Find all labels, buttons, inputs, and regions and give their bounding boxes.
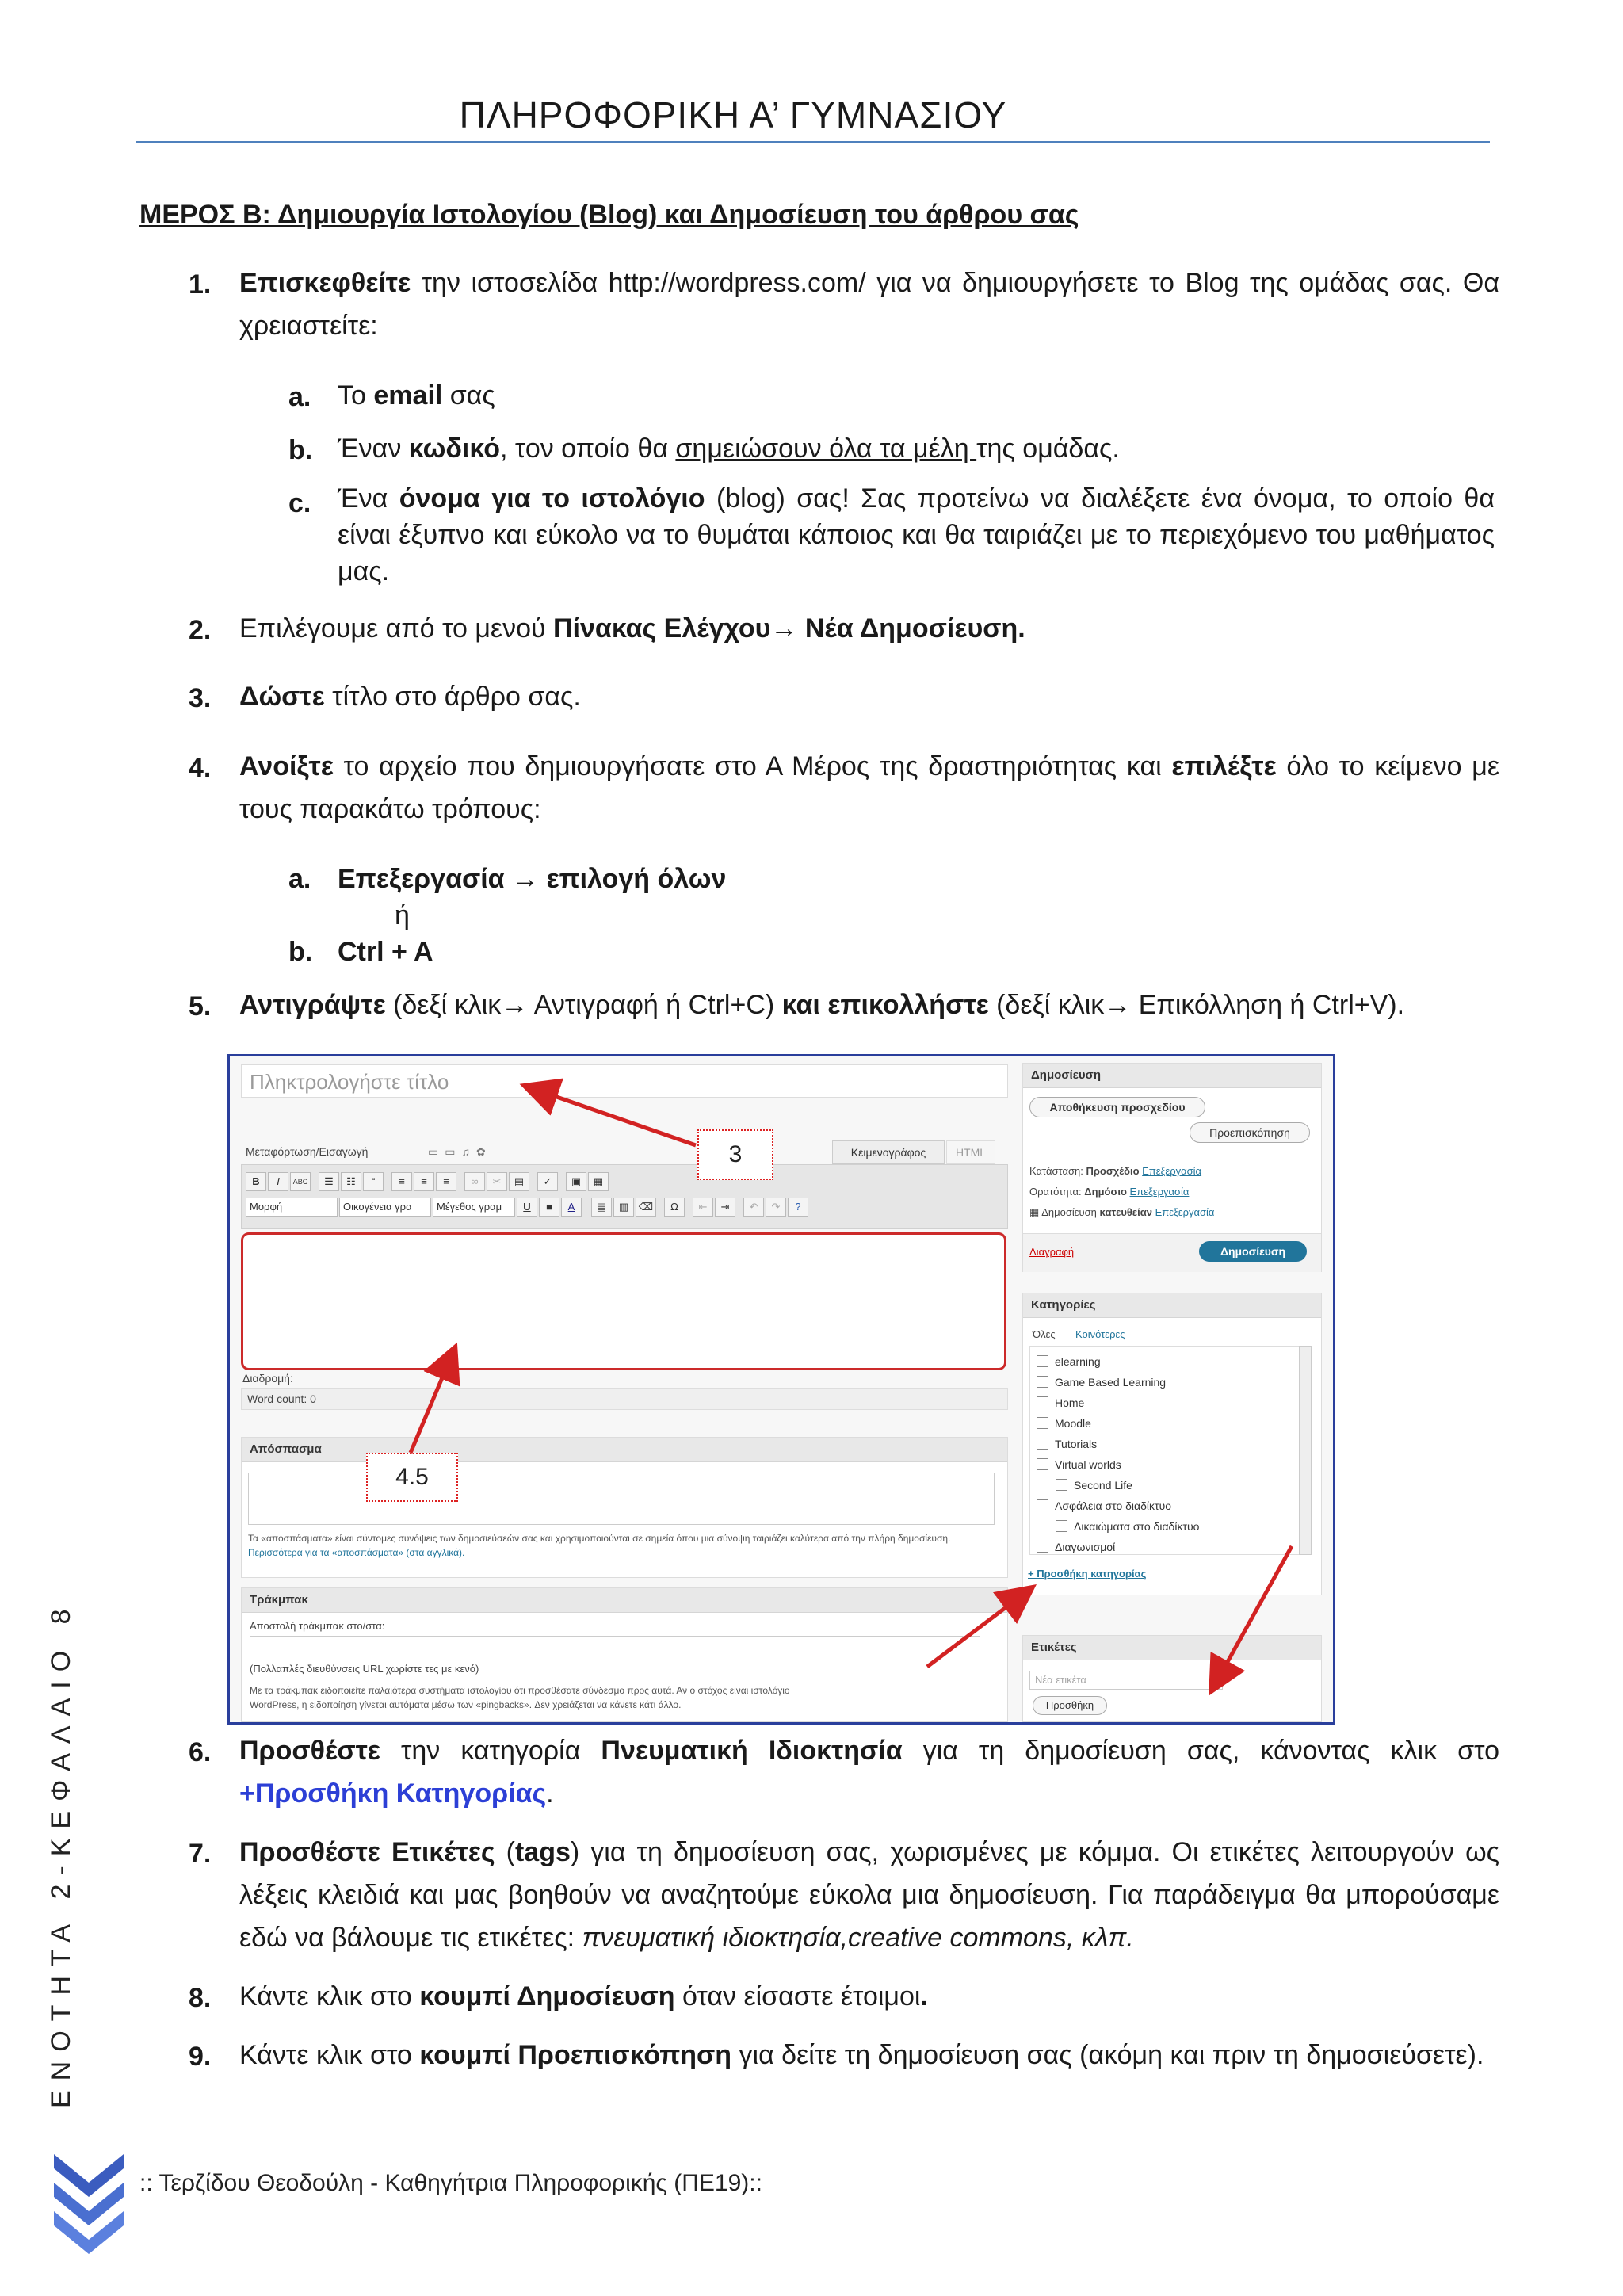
numbered-list-button[interactable]: ☷: [341, 1172, 361, 1191]
excerpt-more-link[interactable]: Περισσότερα για τα «αποσπάσματα» (στα αγγλικά).: [248, 1547, 465, 1558]
side-chapter-label: ΕΝΟΤΗΤΑ 2-ΚΕΦΑΛΑΙΟ 8: [46, 1599, 76, 2108]
step-number: 3.: [189, 683, 212, 713]
strikethrough-button[interactable]: ABC: [290, 1172, 311, 1191]
status-edit-link[interactable]: Επεξεργασία: [1142, 1165, 1202, 1177]
step-1a-text: Το email σας: [338, 380, 495, 411]
header-divider: [136, 141, 1490, 143]
undo-button[interactable]: ↶: [743, 1198, 764, 1217]
category-label: Tutorials: [1055, 1438, 1098, 1450]
annotation-arrows: [230, 1056, 1333, 1722]
publish-panel-title: Δημοσίευση: [1023, 1064, 1321, 1088]
save-draft-button[interactable]: Αποθήκευση προσχεδίου: [1029, 1097, 1205, 1117]
categories-title: Κατηγορίες: [1023, 1293, 1321, 1318]
category-label: Home: [1055, 1396, 1085, 1409]
font-size-select[interactable]: Μέγεθος γραμ: [433, 1198, 515, 1217]
bullet-list-button[interactable]: ☰: [319, 1172, 339, 1191]
delete-link[interactable]: Διαγραφή: [1029, 1246, 1075, 1258]
step-number: 8.: [189, 1983, 212, 2013]
special-char-button[interactable]: Ω: [664, 1198, 685, 1217]
step-7-text: Προσθέστε Ετικέτες (tags) για τη δημοσίευση σας, χωρισμένες με κόμμα. Οι ετικέτες λειτουργούν ως λέξεις κλειδιά και μας βοηθούν να αναζητούμε εύκολα μια δημοσίευση. Για παράδειγμα θα μπορούσαμε εδώ να βάλουμε τις ετικέτες: πνευματική ιδιοκτησία,creative commons, κλπ.: [239, 1837, 1500, 1953]
excerpt-help: Τα «αποσπάσματα» είναι σύντομες συνόψεις των δημοσιεύσεών σας και χρησιμοποιούνται σε σημεία όπου μια σύνοψη ταιριάζει καλύτερα από την πλήρη δημοσίευση. Περισσότερα για τα «αποσπάσματα» (στα αγγλικά).: [248, 1533, 951, 1558]
upload-insert-label[interactable]: Μεταφόρτωση/Εισαγωγή: [246, 1145, 369, 1158]
substep-number: a.: [288, 382, 311, 412]
spellcheck-button[interactable]: ✓: [537, 1172, 558, 1191]
step-4-or: ή: [395, 900, 410, 930]
fullscreen-button[interactable]: ▣: [566, 1172, 586, 1191]
status-row: Κατάσταση: Προσχέδιο Επεξεργασία: [1029, 1165, 1202, 1177]
trackback-label: Αποστολή τράκμπακ στο/στα:: [250, 1620, 385, 1632]
tab-html[interactable]: HTML: [946, 1140, 995, 1164]
indent-button[interactable]: ⇥: [715, 1198, 735, 1217]
kitchen-sink-button[interactable]: ▦: [588, 1172, 609, 1191]
outdent-button[interactable]: ⇤: [693, 1198, 713, 1217]
link-icon[interactable]: ∞: [464, 1172, 485, 1191]
step-8-text: Κάντε κλικ στο κουμπί Δημοσίευση όταν είσαστε έτοιμοι.: [239, 1981, 928, 2011]
schedule-edit-link[interactable]: Επεξεργασία: [1155, 1206, 1215, 1218]
trackback-title: Τράκμπακ: [242, 1588, 1007, 1613]
category-tab-all[interactable]: Όλες: [1033, 1328, 1056, 1340]
tags-title: Ετικέτες: [1023, 1636, 1321, 1660]
step-4-text: Ανοίξτε το αρχείο που δημιουργήσατε στο Α Μέρος της δραστηριότητας και επιλέξτε όλο το κείμενο με τους παρακάτω τρόπους:: [239, 751, 1499, 824]
blockquote-button[interactable]: “: [363, 1172, 384, 1191]
step-number: 4.: [189, 753, 212, 783]
step-number: 2.: [189, 615, 212, 645]
trackback-help: Με τα τράκμπακ ειδοποιείτε παλαιότερα συστήματα ιστολογίου ότι προσθέσατε σύνδεσμο προς αυτά. Αν ο στόχος είναι ιστολόγιο WordPress, η ειδοποίηση γίνεται αυτόματα μέσω των «pingbacks». Δεν χρειάζεται να κάνετε κάτι άλλο.: [250, 1685, 790, 1710]
publish-button[interactable]: Δημοσίευση: [1199, 1241, 1307, 1262]
substep-number: b.: [288, 937, 313, 967]
category-label: Διαγωνισμοί: [1055, 1541, 1116, 1553]
category-label: Moodle: [1055, 1417, 1091, 1430]
format-select[interactable]: Μορφή: [246, 1198, 338, 1217]
italic-button[interactable]: I: [268, 1172, 288, 1191]
callout-4-5: 4.5: [366, 1453, 458, 1502]
more-tag-button[interactable]: ▤: [509, 1172, 529, 1191]
bold-button[interactable]: B: [246, 1172, 266, 1191]
step-1b-text: Έναν κωδικό, τον οποίο θα σημειώσουν όλα τα μέλη της ομάδας.: [338, 434, 1120, 464]
align-left-button[interactable]: ≡: [391, 1172, 412, 1191]
step-2-text: Επιλέγουμε από το μενού Πίνακας Ελέγχου→ Νέα Δημοσίευση.: [239, 613, 1025, 644]
align-right-button[interactable]: ≡: [436, 1172, 456, 1191]
align-center-button[interactable]: ≡: [414, 1172, 434, 1191]
add-category-reference: +Προσθήκη Κατηγορίας: [239, 1778, 547, 1809]
category-label: Δικαιώματα στο διαδίκτυο: [1074, 1520, 1200, 1533]
category-label: Second Life: [1074, 1479, 1132, 1492]
step-number: 6.: [189, 1737, 212, 1767]
paste-word-button[interactable]: ▥: [613, 1198, 634, 1217]
step-1c-text: Ένα όνομα για το ιστολόγιο (blog) σας! Σας προτείνω να διαλέξετε ένα όνομα, το οποίο θα είναι έξυπνο και εύκολο να το θυμάται κάποιος και θα ταιριάζει με το περιεχόμενο του μαθήματος μας.: [338, 483, 1495, 586]
arrow-to-add-category: [927, 1589, 1030, 1667]
step-number: 1.: [189, 269, 212, 300]
arrow-to-content: [411, 1350, 454, 1453]
wordpress-editor-screenshot: [227, 1054, 1335, 1725]
preview-button[interactable]: Προεπισκόπηση: [1190, 1122, 1310, 1143]
visibility-row: Ορατότητα: Δημόσιο Επεξεργασία: [1029, 1186, 1190, 1198]
visibility-edit-link[interactable]: Επεξεργασία: [1129, 1186, 1190, 1198]
page-header-title: ΠΛΗΡΟΦΟΡΙΚΗ Α’ ΓΥΜΝΑΣΙΟΥ: [459, 94, 1007, 136]
unlink-icon[interactable]: ✂: [487, 1172, 507, 1191]
paste-text-button[interactable]: ▤: [591, 1198, 612, 1217]
underline-button[interactable]: U: [517, 1198, 537, 1217]
arrow-to-tags: [1212, 1546, 1292, 1689]
category-label: Virtual worlds: [1055, 1458, 1121, 1471]
step-1-text: Επισκεφθείτε την ιστοσελίδα http://wordpress.com/ για να δημιουργήσετε το Blog της ομάδας σας. Θα χρειαστείτε:: [239, 268, 1499, 341]
word-count: Word count: 0: [247, 1392, 316, 1405]
text-color-button[interactable]: A: [561, 1198, 582, 1217]
title-input[interactable]: Πληκτρολογήστε τίτλο: [241, 1064, 1008, 1098]
calendar-icon: ▦: [1029, 1206, 1040, 1218]
arrow-to-title: [527, 1087, 696, 1145]
media-icons[interactable]: ▭▭♫✿: [428, 1145, 492, 1158]
step-3-text: Δώστε τίτλο στο άρθρο σας.: [239, 682, 581, 712]
step-9-text: Κάντε κλικ στο κουμπί Προεπισκόπηση για δείτε τη δημοσίευση σας (ακόμη και πριν τη δημοσιεύσετε).: [239, 2040, 1484, 2070]
footer-author: :: Τερζίδου Θεοδούλη - Καθηγήτρια Πληροφορικής (ΠΕ19)::: [139, 2170, 762, 2196]
category-label: elearning: [1055, 1355, 1101, 1368]
step-number: 9.: [189, 2042, 212, 2072]
substep-number: c.: [288, 488, 311, 518]
new-tag-input[interactable]: Νέα ετικέτα: [1029, 1671, 1223, 1690]
callout-3: 3: [697, 1129, 773, 1180]
add-tag-button[interactable]: Προσθήκη: [1033, 1696, 1107, 1715]
path-label: Διαδρομή:: [242, 1372, 293, 1385]
font-family-select[interactable]: Οικογένεια γρα: [339, 1198, 431, 1217]
step-number: 5.: [189, 991, 212, 1022]
category-tab-popular[interactable]: Κοινότερες: [1075, 1328, 1125, 1340]
schedule-row: ▦ Δημοσίευση κατευθείαν Επεξεργασία: [1029, 1206, 1215, 1218]
chevron-logo-icon: [51, 2148, 127, 2256]
trackback-hint: (Πολλαπλές διευθύνσεις URL χωρίστε τες με κενό): [250, 1663, 479, 1675]
excerpt-title: Απόσπασμα: [242, 1438, 1007, 1462]
add-category-link[interactable]: + Προσθήκη κατηγορίας: [1028, 1568, 1147, 1580]
step-number: 7.: [189, 1839, 212, 1869]
step-1-bold: Επισκεφθείτε: [239, 268, 411, 298]
substep-number: a.: [288, 864, 311, 894]
category-label: Game Based Learning: [1055, 1376, 1167, 1389]
category-label: Ασφάλεια στο διαδίκτυο: [1055, 1499, 1172, 1512]
clear-format-button[interactable]: ⌫: [636, 1198, 656, 1217]
substep-number: b.: [288, 435, 313, 465]
step-4a-text: Επεξεργασία → επιλογή όλων: [338, 864, 727, 894]
step-4b-text: Ctrl + A: [338, 937, 433, 967]
section-title: ΜΕΡΟΣ Β: Δημιουργία Ιστολογίου (Blog) και Δημοσίευση του άρθρου σας: [139, 200, 1079, 230]
tab-visual[interactable]: Κειμενογράφος: [832, 1140, 945, 1164]
redo-button[interactable]: ↷: [766, 1198, 786, 1217]
help-button[interactable]: ?: [788, 1198, 808, 1217]
justify-button[interactable]: ■: [539, 1198, 559, 1217]
step-6-text: Προσθέστε την κατηγορία Πνευματική Ιδιοκτησία για τη δημοσίευση σας, κάνοντας κλικ στο +Προσθήκη Κατηγορίας.: [239, 1736, 1499, 1809]
step-5-text: Αντιγράψτε (δεξί κλικ→ Αντιγραφή ή Ctrl+C) και επικολλήστε (δεξί κλικ→ Επικόλληση ή Ctrl+V).: [239, 990, 1405, 1020]
